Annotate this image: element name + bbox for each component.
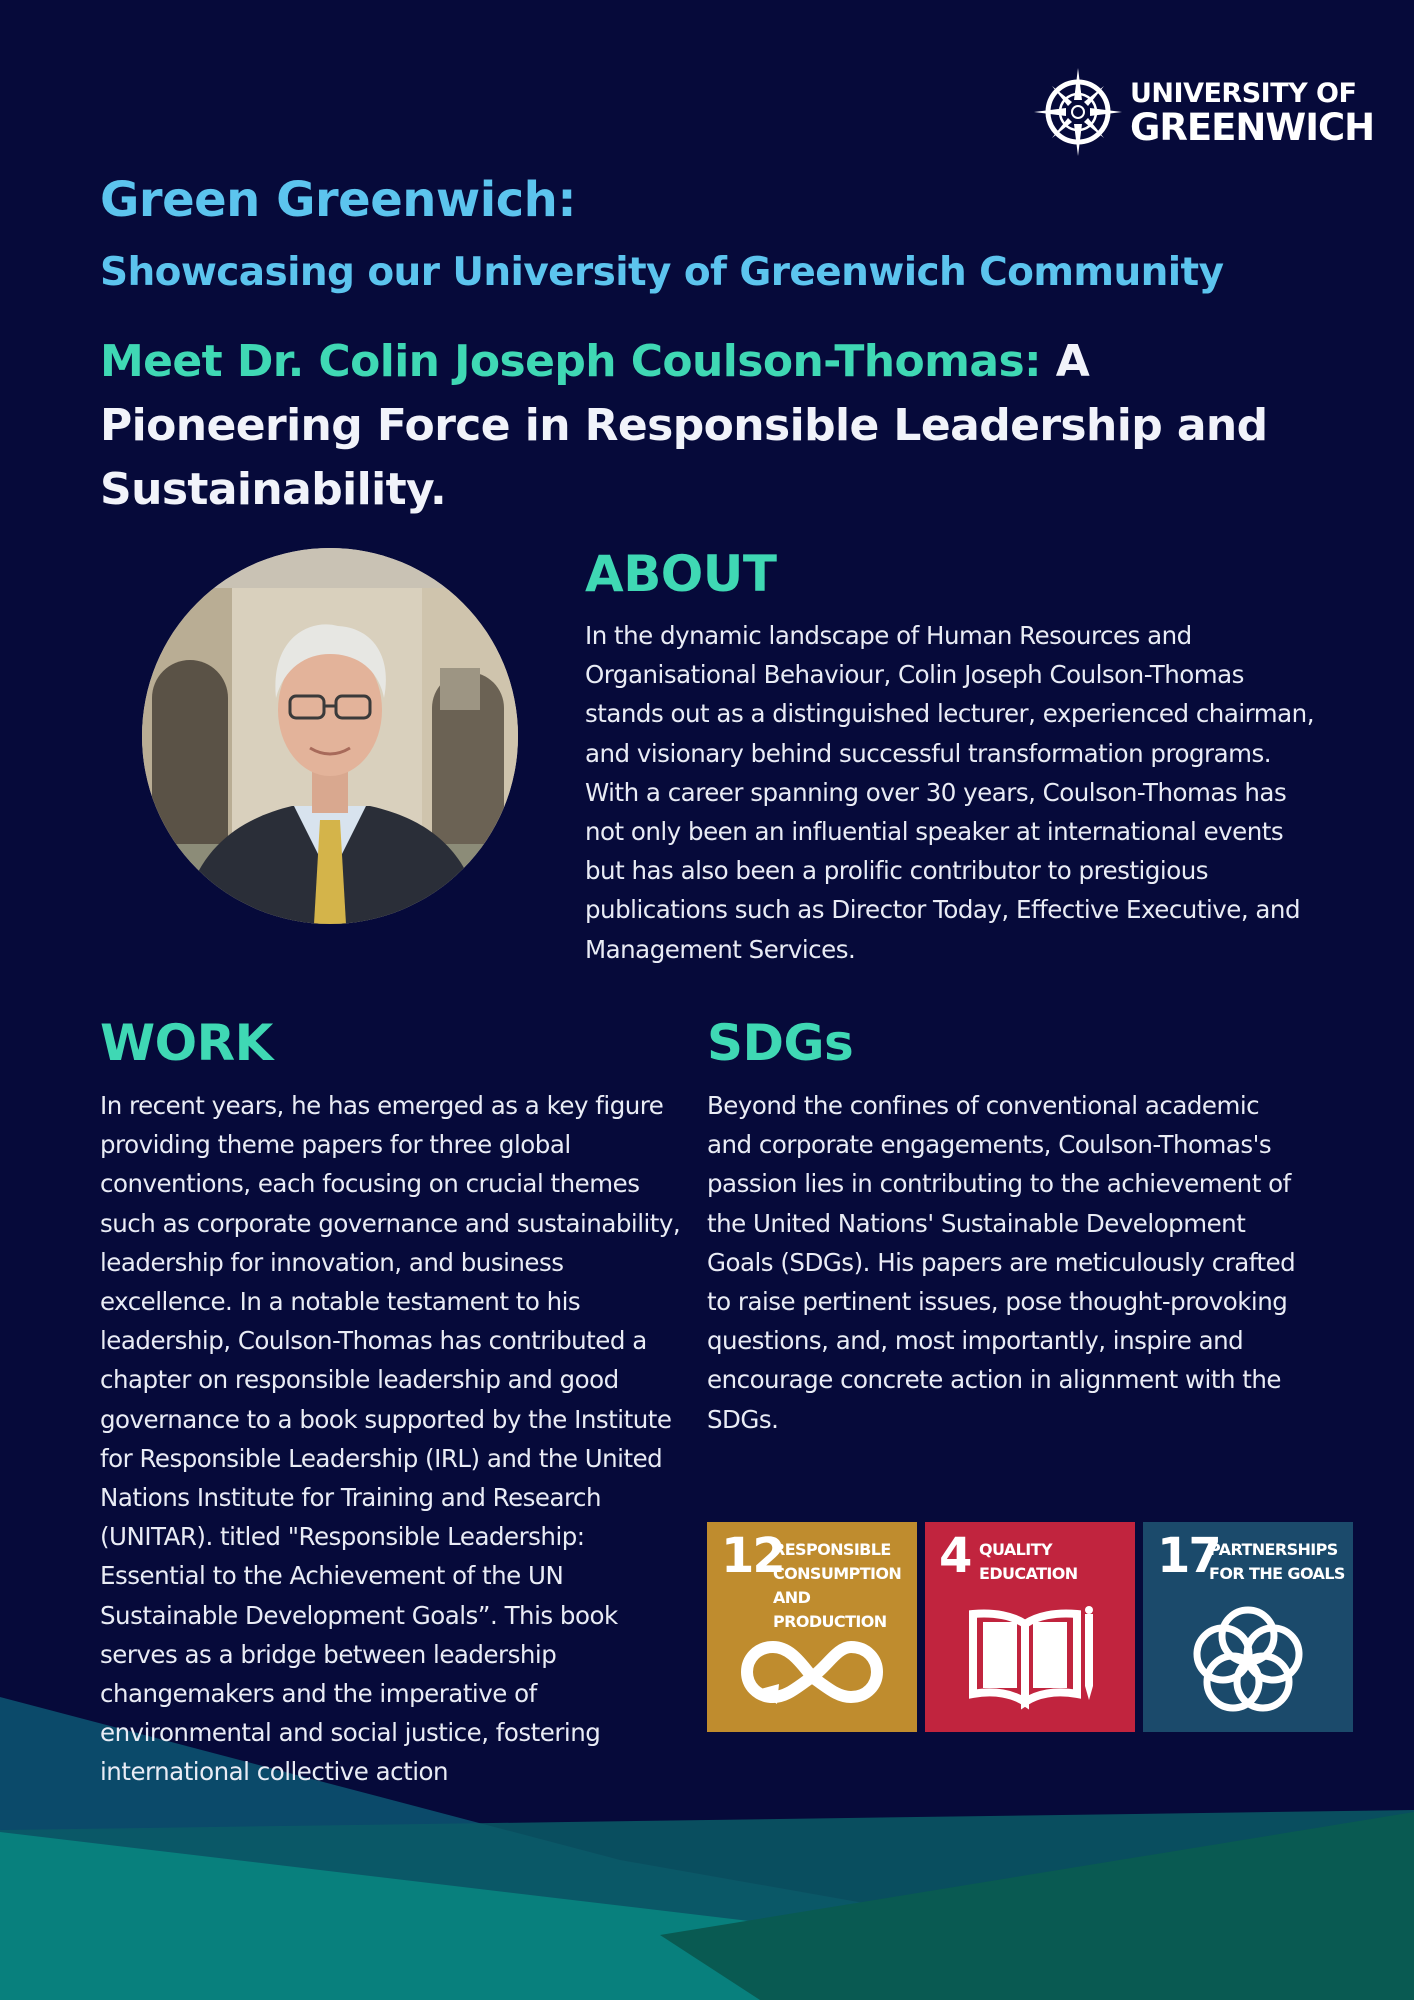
sdg-label-line: CONSUMPTION <box>773 1564 902 1583</box>
headline <box>100 330 1340 522</box>
sdg-label-line: RESPONSIBLE <box>773 1540 891 1559</box>
sdg-label-line: FOR THE GOALS <box>1209 1564 1345 1583</box>
page-subtitle: Showcasing our University of Greenwich Community <box>100 250 1224 295</box>
sdg-number: 4 <box>939 1528 971 1584</box>
logo-wordmark <box>1130 78 1375 149</box>
sdg-number: 17 <box>1157 1528 1220 1584</box>
sdg-tile-17 <box>1143 1522 1353 1732</box>
headline-rest: A Pioneering Force in Responsible Leadership and Sustainability. <box>100 336 1268 515</box>
sdgs-text: Beyond the confines of conventional academic and corporate engagements, Coulson-Thomas's passion lies in contributing to the achievement of the United Nations' Sustainable Development Goals (SDGs). His papers are meticulously crafted to raise pertinent issues, pose thought-provoking questions, and, most importantly, inspire and encourage concrete action in alignment with the SDGs. <box>707 1091 1296 1434</box>
sdg-label-line: PARTNERSHIPS <box>1209 1540 1338 1559</box>
work-heading: WORK <box>100 1014 273 1072</box>
logo-line-greenwich: GREENWICH <box>1130 106 1375 149</box>
portrait-photo <box>142 548 518 924</box>
interlocking-rings-icon <box>1143 1522 1353 1732</box>
sdg-label-line: QUALITY <box>979 1540 1052 1559</box>
logo-line-university: UNIVERSITY OF <box>1130 78 1357 109</box>
headline-accent: Meet Dr. Colin Joseph Coulson-Thomas: <box>100 336 1042 387</box>
sdg-number: 12 <box>721 1528 784 1584</box>
book-pencil-icon <box>925 1522 1135 1732</box>
sdg-tile-12 <box>707 1522 917 1732</box>
about-heading: ABOUT <box>585 545 777 603</box>
page-title: Green Greenwich: <box>100 172 577 228</box>
about-text: In the dynamic landscape of Human Resources and Organisational Behaviour, Colin Joseph Coulson-Thomas stands out as a distinguished lecturer, experienced chairman, and visionary behind successful transformation programs. With a career spanning over 30 years, Coulson-Thomas has not only been an influential speaker at international events but has also been a prolific contributor to prestigious publications such as Director Today, Effective Executive, and Management Services. <box>585 621 1314 964</box>
sdg-label-line: AND PRODUCTION <box>773 1588 887 1631</box>
sdg-tile-4 <box>925 1522 1135 1732</box>
infinity-loop-icon <box>707 1522 917 1732</box>
work-text: In recent years, he has emerged as a key figure providing theme papers for three global conventions, each focusing on crucial themes such as corporate governance and sustainability, leadership for innovation, and business excellence. In a notable testament to his leadership, Coulson-Thomas has contributed a chapter on responsible leadership and good governance to a book supported by the Institute for Responsible Leadership (IRL) and the United Nations Institute for Training and Research (UNITAR). titled "Responsible Leadership: Essential to the Achievement of the UN Sustainable Development Goals”. This book serves as a bridge between leadership changemakers and the imperative of environmental and social justice, fostering international collective action <box>100 1091 681 1787</box>
university-logo <box>1033 66 1375 158</box>
compass-rose-icon <box>1033 66 1123 158</box>
sdgs-heading: SDGs <box>707 1014 854 1072</box>
sdg-label-line: EDUCATION <box>979 1564 1078 1583</box>
